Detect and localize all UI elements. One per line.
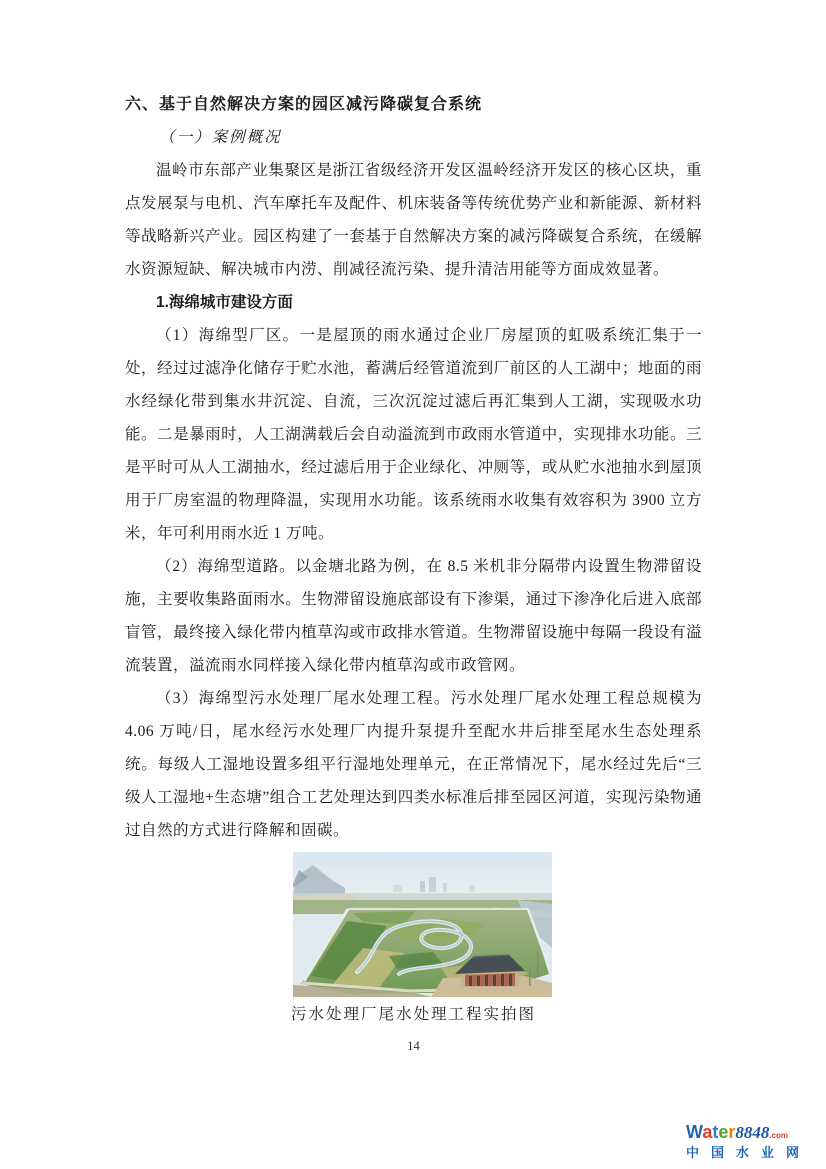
logo-letter: a (702, 1122, 713, 1142)
logo-letter: W (686, 1122, 703, 1142)
logo-number: 8848 (735, 1123, 770, 1142)
logo-word (686, 1122, 736, 1142)
logo-letter: r (728, 1122, 736, 1142)
logo-subtitle: 中国水业网 (686, 1145, 812, 1160)
logo-letter: e (718, 1122, 729, 1142)
logo-domain-suffix: .com (769, 1131, 789, 1140)
paragraph-tailwater-project: （3）海绵型污水处理厂尾水处理工程。污水处理厂尾水处理工程总规模为 4.06 万吨/日，尾水经污水处理厂内提升泵提升至配水井后排至尾水生态处理系统。每级人工湿地设置多组平行湿地处理单元，在正常情况下，尾水经过先后“三级人工湿地+生态塘”组合工艺处理达到四类水标准后排至园区河道，实现污染物通过自然的方式进行降解和固碳。 (125, 690, 702, 839)
figure-caption: 污水处理厂尾水处理工程实拍图 (290, 1006, 536, 1023)
logo-wordmark (686, 1123, 818, 1142)
paragraph-sponge-factory: （1）海绵型厂区。一是屋顶的雨水通过企业厂房屋顶的虹吸系统汇集于一处，经过过滤净化储存于贮水池，蓄满后经管道流到厂前区的人工湖中；地面的雨水经绿化带到集水井沉淀、自流，三次沉淀过滤后再汇集到人工湖，实现吸水功能。二是暴雨时，人工湖满载后会自动溢流到市政雨水管道中，实现排水功能。三是平时可从人工湖抽水，经过滤后用于企业绿化、冲厕等，或从贮水池抽水到屋顶用于厂房室温的物理降温，实现用水功能。该系统雨水收集有效容积为 3900 立方米，年可利用雨水近 1 万吨。 (125, 327, 702, 542)
page-number: 14 (407, 1039, 420, 1053)
chapter-title: 六、基于自然解决方案的园区减污降碳复合系统 (125, 96, 483, 113)
section-heading: （一）案例概况 (159, 129, 282, 146)
water8848-logo (686, 1123, 818, 1159)
logo-letter: t (712, 1122, 719, 1142)
figure (125, 852, 702, 1027)
paragraph-sponge-road: （2）海绵型道路。以金塘北路为例，在 8.5 米机非分隔带内设置生物滞留设施，主要收集路面雨水。生物滞留设施底部设有下渗渠，通过下渗净化后进入底部盲管，最终接入绿化带内植草沟或市政排水管道。生物滞留设施中每隔一段设有溢流装置，溢流雨水同样接入绿化带内植草沟或市政管网。 (125, 558, 702, 674)
treatment-plant-aerial-photo (293, 852, 552, 997)
paragraph-overview: 温岭市东部产业集聚区是浙江省级经济开发区温岭经济开发区的核心区块，重点发展泵与电机、汽车摩托车及配件、机床装备等传统优势产业和新能源、新材料等战略新兴产业。园区构建了一套基于自然解决方案的减污降碳复合系统，在缓解水资源短缺、解决城市内涝、削减径流污染、提升清洁用能等方面成效显著。 (125, 162, 702, 278)
subsection-heading: 1.海绵城市建设方面 (156, 294, 293, 311)
document-body (125, 88, 702, 1054)
